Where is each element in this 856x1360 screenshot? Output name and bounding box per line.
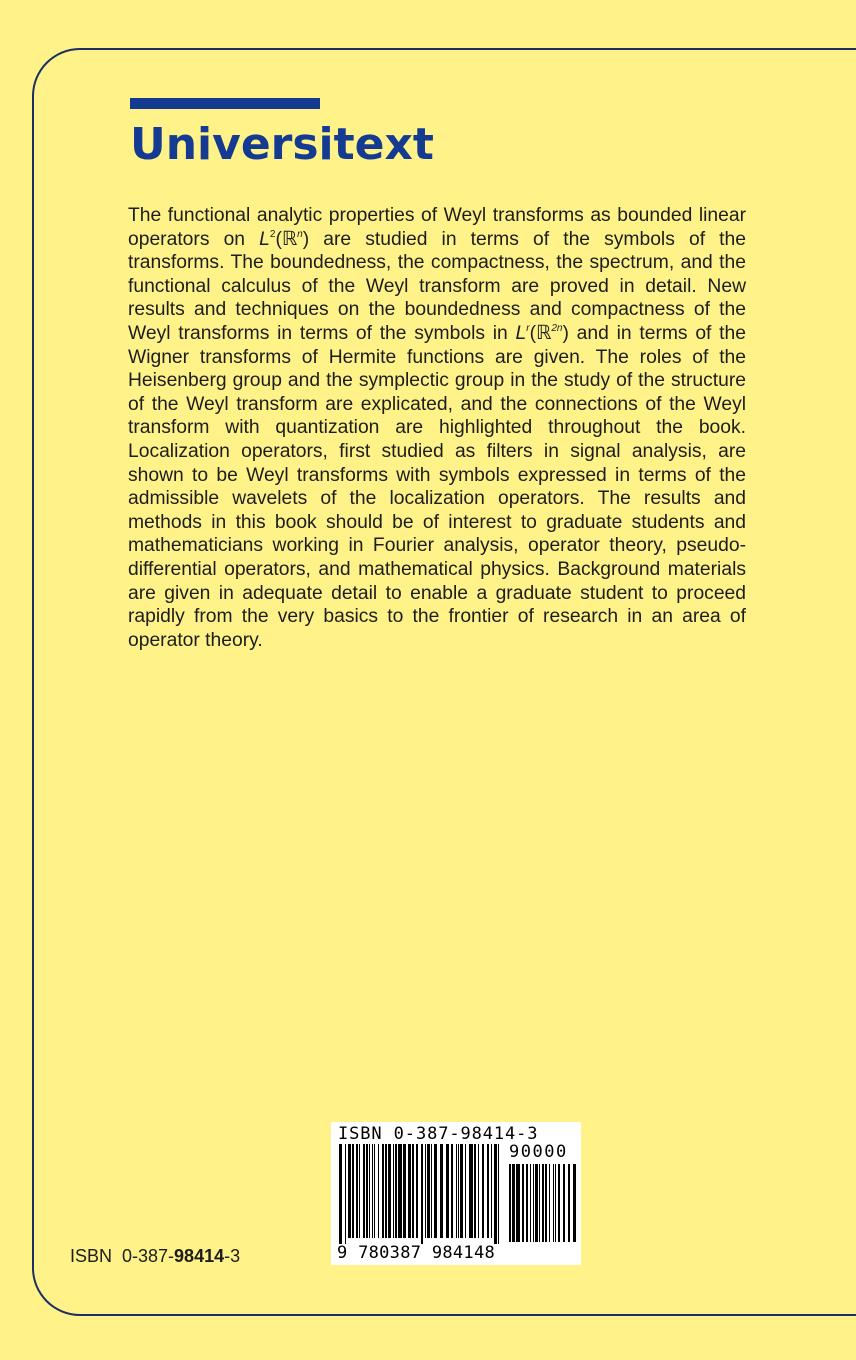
barcode-bar: [533, 1164, 534, 1242]
barcode-bar: [378, 1144, 379, 1238]
barcode-bar: [434, 1144, 437, 1238]
barcode-bar: [369, 1144, 370, 1238]
l-symbol: L: [259, 228, 270, 250]
barcode-bar: [363, 1144, 365, 1238]
barcode-bar: [382, 1144, 384, 1238]
l-exponent: 2: [269, 228, 276, 240]
barcode-bar: [568, 1164, 570, 1242]
space-open: (ℝ: [275, 228, 298, 250]
barcode-bar: [339, 1144, 342, 1244]
barcode-bar: [474, 1144, 476, 1238]
barcode-bar: [412, 1144, 414, 1238]
barcode-bar: [431, 1144, 432, 1238]
barcode-bar: [522, 1164, 524, 1242]
blurb-text-3: and in terms of the Wigner transforms of Hermite functions are given. The roles of the Heisenberg group and the symplectic group in the study of the structure of the Weyl transform are explicated, and the connections of the Weyl transform with quantization are highlighted throughout the book. Localization operators, first studied as filters in signal analysis, are shown to be Weyl transforms with symbols expressed in terms of the admissible wavelets of the localization operators. The results and methods in this book should be of interest to graduate students and mathematicians working in Fourier analysis, operator theory, pseudo-differential operators, and mathematical physics. Background materials are given in adequate detail to enable a graduate student to proceed rapidly from the very basics to the frontier of research in an area of operator theory.: [128, 322, 746, 651]
barcode-bar: [456, 1144, 457, 1238]
barcode-bar: [446, 1144, 449, 1238]
isbn-footer: [70, 1246, 240, 1267]
barcode-bar: [545, 1164, 547, 1242]
barcode-bar: [491, 1144, 492, 1238]
space-exponent: n: [297, 228, 303, 240]
isbn-label: ISBN: [70, 1246, 113, 1266]
barcode-bar: [530, 1164, 531, 1242]
isbn-prefix: 0-387-: [122, 1246, 175, 1266]
barcode-bar: [366, 1144, 368, 1238]
isbn-bold-part: 98414: [174, 1246, 225, 1266]
barcode-bar: [469, 1144, 473, 1238]
barcode-bar: [345, 1144, 346, 1244]
barcode-bar: [555, 1164, 556, 1242]
barcode-isbn-text: ISBN 0-387-98414-3: [338, 1124, 539, 1144]
series-bar: [130, 98, 320, 109]
barcode-bar: [398, 1144, 402, 1238]
barcode-bar: [427, 1144, 430, 1238]
barcode-bar: [372, 1144, 373, 1238]
barcode-bar: [478, 1144, 479, 1238]
barcode-supplement-number: 90000: [509, 1142, 568, 1162]
barcode-bar: [440, 1144, 443, 1238]
barcode-bar: [509, 1164, 511, 1242]
barcode-bar: [395, 1144, 397, 1238]
series-title: Universitext: [130, 119, 434, 170]
barcode-ean-number: 9 780387 984148: [337, 1243, 496, 1263]
barcode-bar: [542, 1164, 544, 1242]
barcode-bar: [482, 1144, 484, 1238]
barcode-bar: [359, 1144, 360, 1238]
barcode-bar: [356, 1144, 358, 1238]
barcode-bar: [408, 1144, 411, 1238]
barcode: [331, 1122, 581, 1265]
barcode-bar: [553, 1164, 554, 1242]
barcode-bar: [352, 1144, 354, 1238]
blurb-text-1: The functional analytic properties of Weyl transforms as bounded linear operators on: [128, 205, 746, 250]
barcode-bar: [460, 1144, 463, 1238]
barcode-bar: [425, 1144, 426, 1238]
lr-exponent: r: [526, 322, 530, 334]
barcode-bar: [385, 1144, 387, 1238]
barcode-bar: [465, 1144, 466, 1238]
barcode-bar: [494, 1144, 497, 1244]
isbn-suffix: -3: [224, 1246, 241, 1266]
barcode-bar: [421, 1144, 423, 1244]
space2-open: (ℝ: [529, 322, 552, 344]
barcode-bar: [458, 1144, 459, 1238]
barcode-bar: [539, 1164, 540, 1242]
barcode-bar: [348, 1144, 351, 1238]
barcode-bar: [393, 1144, 394, 1238]
barcode-bar: [374, 1144, 375, 1238]
barcode-bar: [487, 1144, 489, 1238]
book-description: [128, 204, 746, 652]
lr-symbol: L: [515, 322, 527, 344]
space-close: ): [302, 228, 310, 250]
barcode-bar: [498, 1144, 499, 1244]
barcode-bar: [563, 1164, 565, 1242]
barcode-bar: [416, 1144, 418, 1238]
barcode-bar: [535, 1164, 538, 1242]
blurb-text-2: are studied in terms of the symbols of the transforms. The boundedness, the compactness, the spectrum, and the functional calculus of the Weyl transform are proved in detail. New results and techniques on the boundedness and compactness of the Weyl transforms in terms of the symbols in: [128, 228, 746, 344]
barcode-bar: [558, 1164, 560, 1242]
space2-exponent: 2n: [551, 322, 563, 334]
barcode-bar: [512, 1164, 515, 1242]
barcode-bar: [573, 1164, 576, 1242]
space2-close: ): [562, 322, 569, 344]
barcode-bar: [526, 1164, 528, 1242]
barcode-bar: [516, 1164, 520, 1242]
barcode-bar: [403, 1144, 406, 1238]
barcode-bar: [451, 1144, 453, 1238]
barcode-bar: [388, 1144, 391, 1238]
barcode-bar: [549, 1164, 550, 1242]
